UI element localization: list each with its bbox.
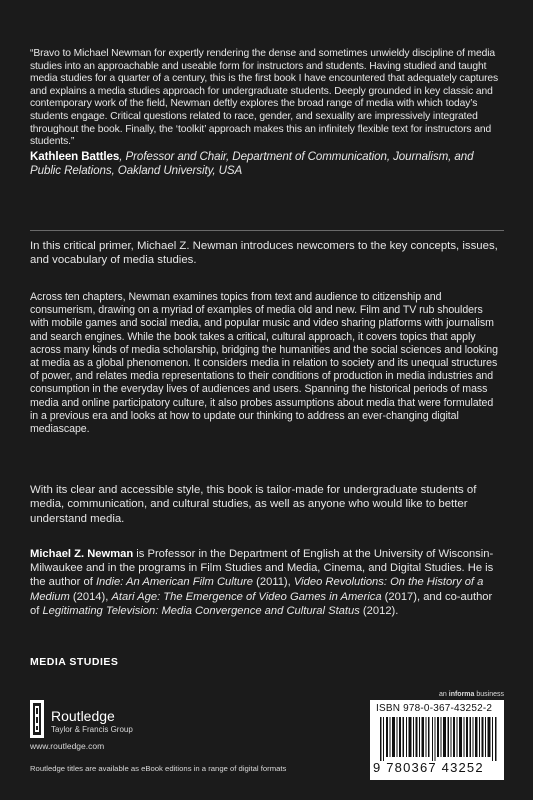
isbn-label: ISBN 978-0-367-43252-2 [376, 703, 493, 714]
bio-text-1: is Professor in the Department of English at the University of Wisconsin-Milwaukee and in the programs in Film Studies and Media, Cinema, and Digital Studies. He is the author of [30, 548, 494, 589]
informa-prefix: an [439, 691, 449, 698]
bio-text-4: (2017), and co-author of [30, 590, 493, 617]
bio-text-5: (2012). [359, 604, 399, 617]
barcode-bars-icon [380, 717, 498, 761]
bio-text-2: (2011), [253, 576, 294, 589]
bio-book-2: Video Revolutions: On the History of a Medium [30, 576, 484, 603]
endorsement-author-title: , Professor and Chair, Department of Communication, Journalism, and Public Relations, Oakland University, USA [30, 149, 474, 177]
bio-text-3: (2014), [69, 590, 112, 603]
barcode-digits: 9 780367 43252 [373, 760, 484, 775]
author-bio [30, 547, 504, 618]
endorsement-author-name: Kathleen Battles [30, 149, 120, 163]
description-intro-text: In this critical primer, Michael Z. Newman introduces newcomers to the key concepts, issues, and vocabulary of media studies. [30, 240, 498, 267]
bio-book-3: Atari Age: The Emergence of Video Games in America [111, 590, 382, 603]
informa-brand: informa [448, 691, 475, 698]
description-closing-text: With its clear and accessible style, this book is tailor-made for undergraduate students of media, communication, and cultural studies, as well as anyone who would like to better understand media. [30, 484, 477, 525]
description-intro [30, 239, 504, 268]
ebook-note: Routledge titles are available as eBook editions in a range of digital formats [30, 764, 287, 773]
publisher-url[interactable]: www.routledge.com [30, 741, 105, 751]
publisher-name: Routledge [51, 708, 115, 724]
endorsement-attribution [30, 150, 504, 178]
endorsement [30, 48, 504, 178]
routledge-logo-icon [30, 700, 44, 738]
bio-book-4: Legitimating Television: Media Convergence and Cultural Status [42, 604, 360, 617]
description-body [30, 291, 504, 436]
informa-suffix: business [474, 691, 504, 698]
description-closing [30, 483, 504, 526]
author-name: Michael Z. Newman [30, 548, 134, 560]
bio-book-1: Indie: An American Film Culture [95, 576, 254, 589]
publisher-brand [51, 708, 133, 734]
publisher-group: Taylor & Francis Group [51, 725, 133, 734]
section-divider [30, 230, 504, 231]
subject-category: MEDIA STUDIES [30, 656, 119, 668]
author-bio-text [30, 547, 504, 618]
description-body-text: Across ten chapters, Newman examines topics from text and audience to citizenship and consumerism, drawing on a myriad of examples of media old and new. Film and TV rub shoulders with mobile games and social media, and popular music and video sharing platforms with journalism and search engines. While the book takes a critical, cultural approach, it covers topics that apply across many kinds of media scholarship, bridging the humanities and the social sciences and looking at media as a global phenomenon. It considers media in relation to society and its unequal structures of power, and relates media representations to their conditions of production in media industries and consumption in the everyday lives of audiences and users. Spanning the historical periods of mass media and online participatory culture, it also probes assumptions about media that were formulated in a previous era and looks at how to update our thinking to address an ever-changing digital mediascape. [30, 291, 498, 436]
endorsement-quote: “Bravo to Michael Newman for expertly rendering the dense and sometimes unwieldy discipline of media studies into an approachable and useable form for instructors and students. Having studied and taught media studies for a quarter of a century, this is the first book I have encountered that adequately captures and explains a media studies approach for undergraduate students. Deeply grounded in key classic and contemporary work of the field, Newman deftly explores the broad range of media with which today’s students engage. Critical questions related to race, gender, and sexuality are impressively integrated throughout the book. Finally, the ‘toolkit’ approach makes this an infinitely flexible text for instructors and students.” [30, 48, 499, 148]
isbn-barcode [370, 700, 504, 780]
informa-business-label [439, 691, 504, 698]
